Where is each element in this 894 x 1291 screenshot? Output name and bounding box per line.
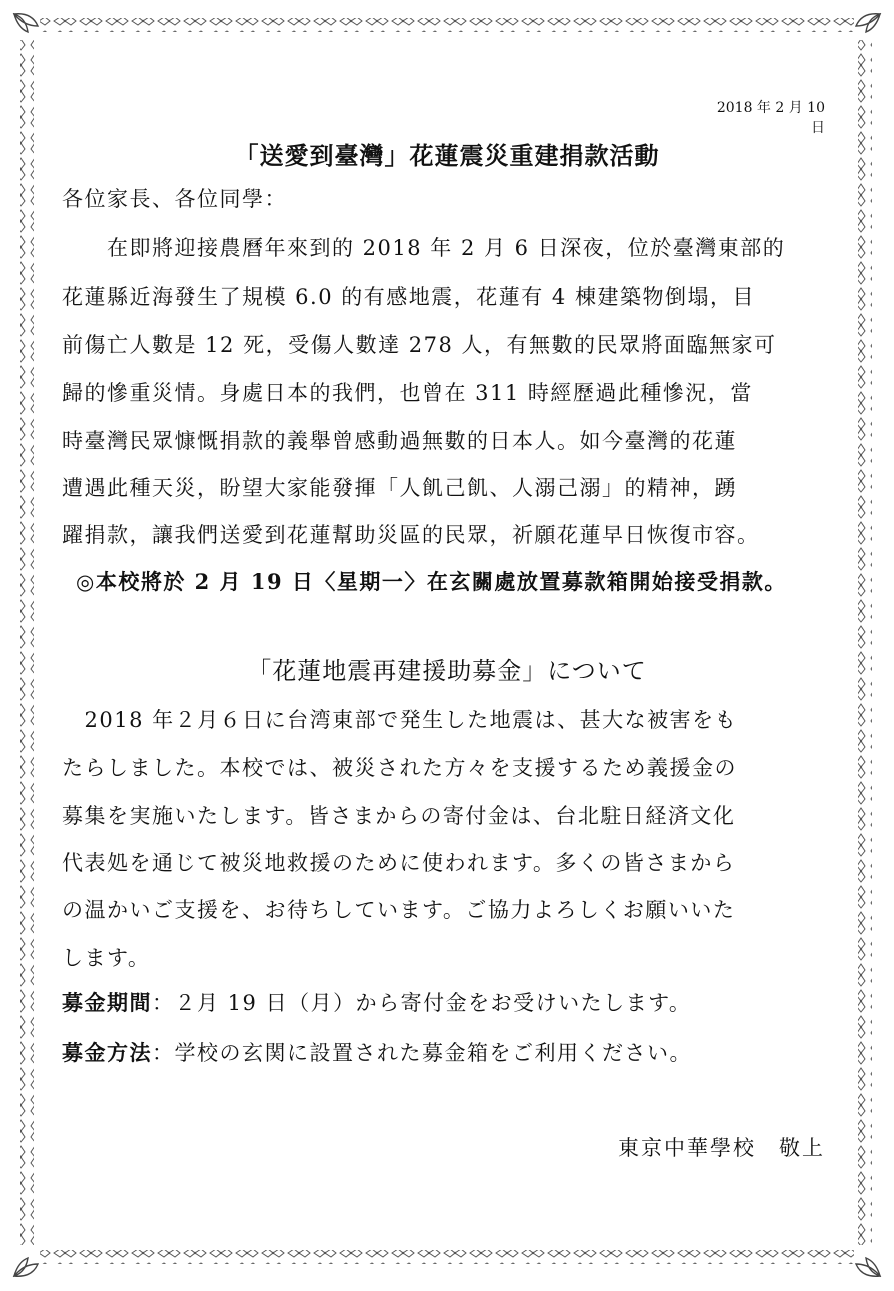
donation-period-text: ：２月 19 日（月）から寄付金をお受けいたします。 xyxy=(152,991,692,1015)
ja-paragraph-line: たらしました。本校では、被災された方々を支援するため義援金の xyxy=(62,756,737,780)
greeting: 各位家長、各位同學： xyxy=(62,187,287,211)
ja-paragraph-line: 2018 年２月６日に台湾東部で発生した地震は、甚大な被害をも xyxy=(62,708,738,732)
zh-paragraph-line: 在即將迎接農曆年來到的 2018 年 2 月 6 日深夜，位於臺灣東部的 xyxy=(62,236,786,260)
zh-paragraph-line: 遭遇此種天災，盼望大家能發揮「人飢己飢、人溺己溺」的精神，踴 xyxy=(62,476,737,500)
donation-method-text: ：学校の玄関に設置された募金箱をご利用ください。 xyxy=(152,1041,692,1065)
signature: 東京中華學校 敬上 xyxy=(618,1136,825,1160)
zh-paragraph-line: 時臺灣民眾慷慨捐款的義舉曾感動過無數的日本人。如今臺灣的花蓮 xyxy=(62,429,737,453)
title-japanese: 「花蓮地震再建援助募金」について xyxy=(247,657,647,685)
ja-paragraph-line: します。 xyxy=(62,946,151,970)
donation-method-label: 募金方法 xyxy=(62,1040,152,1065)
ja-paragraph-line: 代表処を通じて被災地救援のために使われます。多くの皆さまから xyxy=(62,851,736,875)
ja-paragraph-line: 募集を実施いたします。皆さまからの寄付金は、台北駐日経済文化 xyxy=(62,804,736,828)
donation-period-label: 募金期間 xyxy=(62,990,152,1015)
zh-paragraph-line: 歸的慘重災情。身處日本的我們，也曾在 311 時經歷過此種慘況，當 xyxy=(62,381,753,405)
ja-paragraph-line: の温かいご支援を、お待ちしています。ご協力よろしくお願いいた xyxy=(62,898,736,922)
zh-paragraph-line: 前傷亡人數是 12 死，受傷人數達 278 人，有無數的民眾將面臨無家可 xyxy=(62,333,777,357)
donation-method xyxy=(62,1037,692,1067)
document-date: 2018 年 2 月 10 日 xyxy=(716,100,825,136)
collection-notice: ◎本校將於 2 月 19 日〈星期一〉在玄關處放置募款箱開始接受捐款。 xyxy=(76,569,787,594)
title-chinese: 「送愛到臺灣」花蓮震災重建捐款活動 xyxy=(234,141,660,170)
zh-paragraph-line: 躍捐款，讓我們送愛到花蓮幫助災區的民眾，祈願花蓮早日恢復市容。 xyxy=(62,523,760,547)
donation-period xyxy=(62,987,691,1017)
zh-paragraph-line: 花蓮縣近海發生了規模 6.0 的有感地震，花蓮有 4 棟建築物倒塌，目 xyxy=(62,285,755,309)
